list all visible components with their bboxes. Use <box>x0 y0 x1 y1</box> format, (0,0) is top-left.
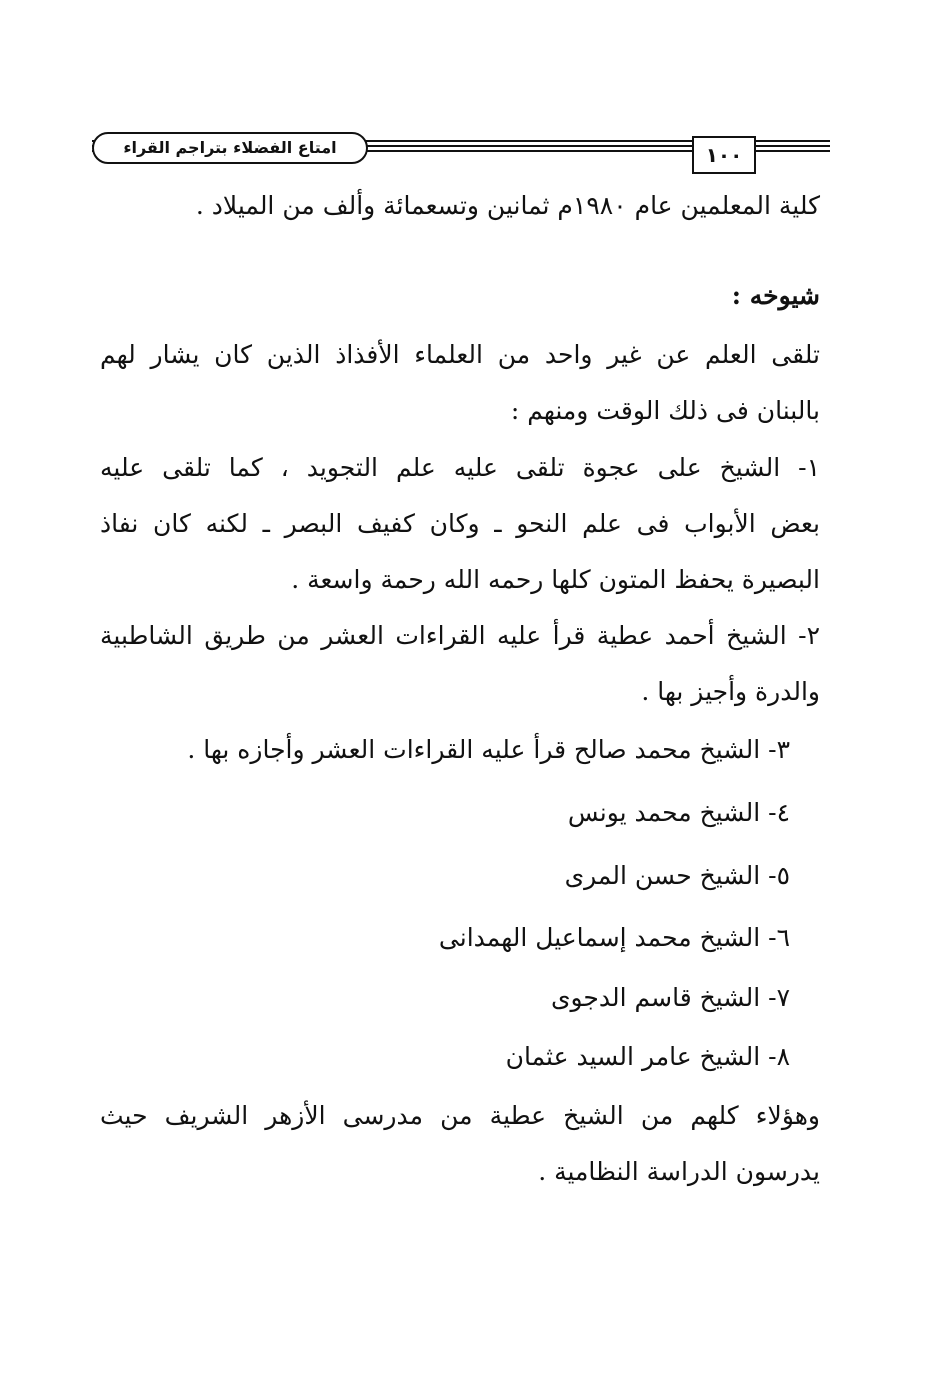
paragraph-line: تلقى العلم عن غير واحد من العلماء الأفذاذ الذين كان يشار لهم <box>100 340 820 369</box>
list-item: ٨- الشيخ عامر السيد عثمان <box>505 1042 790 1071</box>
page-number: ١٠٠ <box>692 136 756 174</box>
list-item: ٦- الشيخ محمد إسماعيل الهمدانى <box>438 923 790 952</box>
paragraph-line: وهؤلاء كلهم من الشيخ عطية من مدرسى الأزهر الشريف حيث <box>100 1101 820 1130</box>
list-item: ٥- الشيخ حسن المرى <box>564 861 790 890</box>
section-heading: شيوخه : <box>731 281 820 310</box>
list-item-line: ٢- الشيخ أحمد عطية قرأ عليه القراءات العشر من طريق الشاطبية <box>100 621 820 650</box>
list-item: ٧- الشيخ قاسم الدجوى <box>550 983 790 1012</box>
paragraph-line: يدرسون الدراسة النظامية . <box>538 1157 820 1186</box>
list-item-line: والدرة وأجيز بها . <box>641 677 820 706</box>
list-item: ٤- الشيخ محمد يونس <box>567 798 790 827</box>
list-item-line: ١- الشيخ على عجوة تلقى عليه علم التجويد ، كما تلقى عليه <box>100 453 820 482</box>
list-item: ٣- الشيخ محمد صالح قرأ عليه القراءات العشر وأجازه بها . <box>187 735 790 764</box>
list-item-line: بعض الأبواب فى علم النحو ـ وكان كفيف البصر ـ لكنه كان نفاذ <box>100 509 820 538</box>
paragraph-line: بالبنان فى ذلك الوقت ومنهم : <box>510 396 820 425</box>
page-header <box>92 126 830 174</box>
list-item-line: البصيرة يحفظ المتون كلها رحمه الله رحمة واسعة . <box>291 565 820 594</box>
intro-line: كلية المعلمين عام ١٩٨٠م ثمانين وتسعمائة وألف من الميلاد . <box>195 191 820 220</box>
book-title: امتاع الفضلاء بتراجم القراء <box>92 132 368 164</box>
